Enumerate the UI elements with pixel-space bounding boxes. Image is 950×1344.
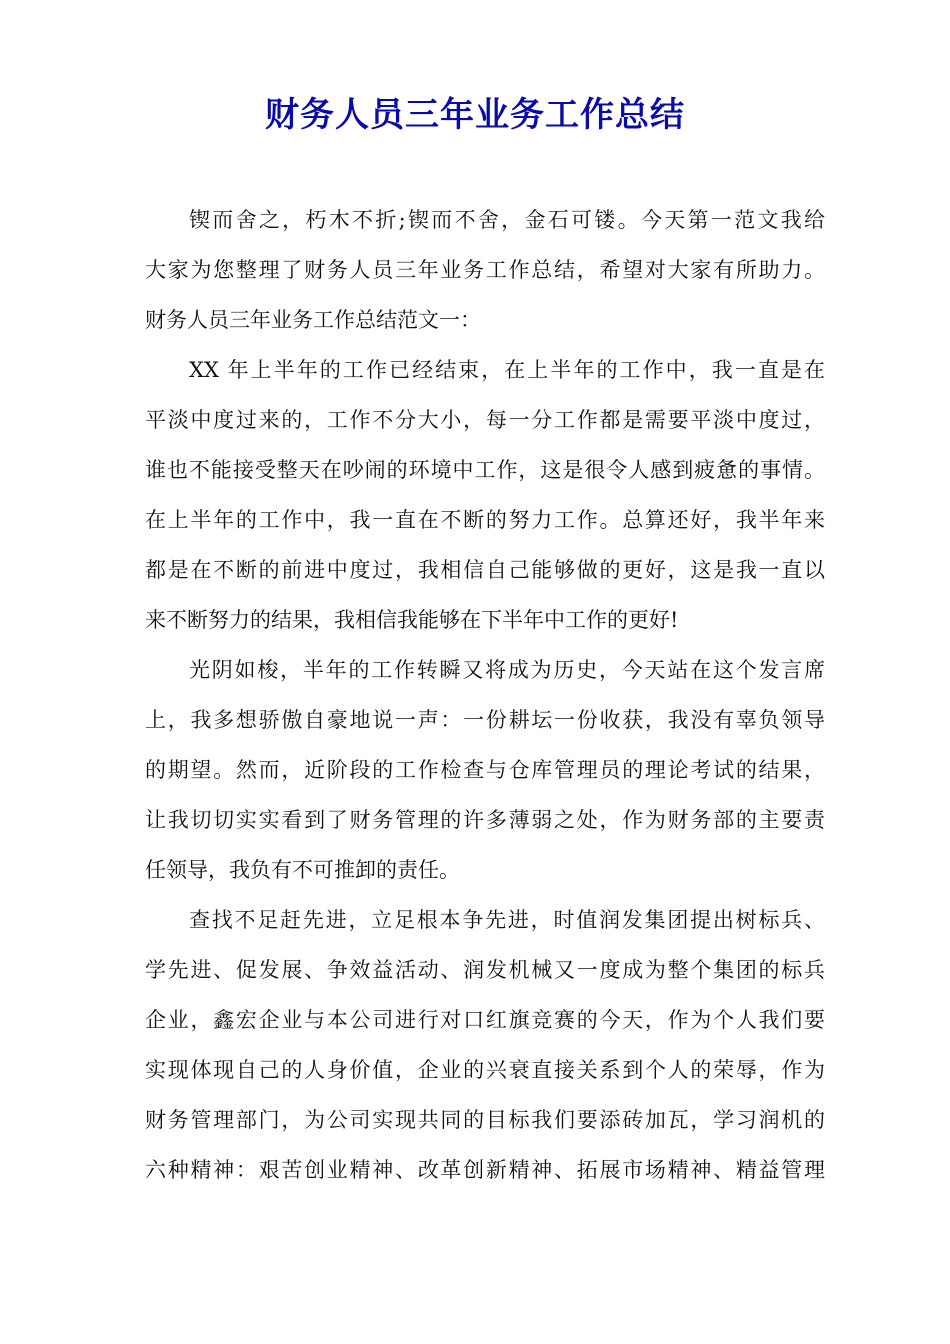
paragraph-line: 光阴如梭，半年的工作转瞬又将成为历史，今天站在这个发言席 [189,658,825,682]
paragraph-line: 大家为您整理了财务人员三年业务工作总结，希望对大家有所助力。 [145,258,825,282]
paragraph-line: 任领导，我负有不可推卸的责任。 [145,858,460,882]
paragraph-4 [145,895,825,1195]
paragraph-line: 都是在不断的前进中度过，我相信自己能够做的更好，这是我一直以 [145,558,825,582]
document-body [145,195,825,1195]
paragraph-line: 企业，鑫宏企业与本公司进行对口红旗竞赛的今天，作为个人我们要 [145,1008,825,1032]
paragraph-line: 锲而舍之，朽木不折;锲而不舍，金石可镂。今天第一范文我给 [189,208,825,232]
paragraph-line: 六种精神：艰苦创业精神、改革创新精神、拓展市场精神、精益管理 [145,1158,825,1182]
paragraph-3 [145,645,825,895]
paragraph-2 [145,345,825,645]
document-title: 财务人员三年业务工作总结 [265,95,685,135]
paragraph-line: 平淡中度过来的，工作不分大小，每一分工作都是需要平淡中度过， [145,408,825,432]
paragraph-line: 上，我多想骄傲自豪地说一声：一份耕坛一份收获，我没有辜负领导 [145,708,825,732]
paragraph-line: 财务管理部门，为公司实现共同的目标我们要添砖加瓦，学习润机的 [145,1108,825,1132]
paragraph-line: 在上半年的工作中，我一直在不断的努力工作。总算还好，我半年来 [145,508,825,532]
paragraph-line: 财务人员三年业务工作总结范文一： [145,308,481,332]
paragraph-line: 的期望。然而，近阶段的工作检查与仓库管理员的理论考试的结果， [145,758,825,782]
paragraph-line: 查找不足赶先进，立足根本争先进，时值润发集团提出树标兵、 [189,908,825,932]
paragraph-line: 学先进、促发展、争效益活动、润发机械又一度成为整个集团的标兵 [145,958,825,982]
paragraph-line: 谁也不能接受整天在吵闹的环境中工作，这是很令人感到疲惫的事情。 [145,458,825,482]
paragraph-line: XX 年上半年的工作已经结束，在上半年的工作中，我一直是在 [189,358,825,382]
paragraph-line: 来不断努力的结果，我相信我能够在下半年中工作的更好! [145,608,679,632]
paragraph-1 [145,195,825,345]
paragraph-line: 实现体现自己的人身价值，企业的兴衰直接关系到个人的荣辱，作为 [145,1058,825,1082]
paragraph-line: 让我切切实实看到了财务管理的许多薄弱之处，作为财务部的主要责 [145,808,825,832]
